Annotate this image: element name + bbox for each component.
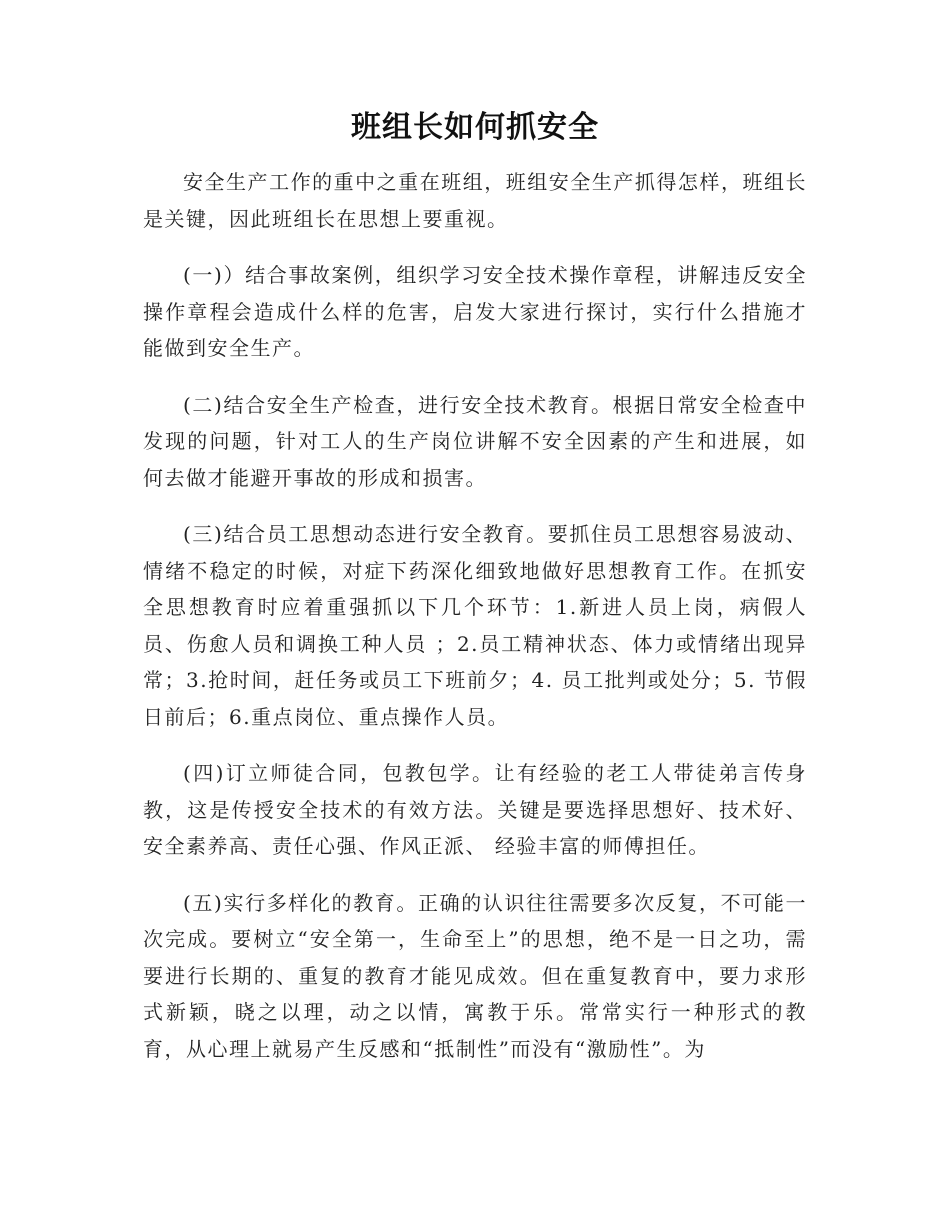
paragraph-section-3: (三)结合员工思想动态进行安全教育。要抓住员工思想容易波动、情绪不稳定的时候，对症下药深化细致地做好思想教育工作。在抓安全思想教育时应着重强抓以下几个环节：1.新进人员上岗，病假人员、伤愈人员和调换工种人员 ；2.员工精神状态、体力或情绪出现异常；3.抢时间，赶任务或员工下班前夕；4. 员工批判或处分；5. 节假日前后；6.重点岗位、重点操作人员。	[143, 522, 807, 729]
paragraph-section-5: (五)实行多样化的教育。正确的认识往往需要多次反复，不可能一次完成。要树立“安全第一，生命至上”的思想，绝不是一日之功，需要进行长期的、重复的教育才能见成效。但在重复教育中，要力求形式新颖，晓之以理，动之以情，寓教于乐。常常实行一种形式的教育，从心理上就易产生反感和“抵制性”而没有“激励性”。为	[143, 890, 807, 1061]
paragraph-section-2: (二)结合安全生产检查，进行安全技术教育。根据日常安全检查中发现的问题，针对工人的生产岗位讲解不安全因素的产生和进展，如何去做才能避开事故的形成和损害。	[143, 392, 807, 490]
document-title: 班组长如何抓安全	[351, 110, 599, 145]
paragraph-section-4: (四)订立师徒合同，包教包学。让有经验的老工人带徒弟言传身教，这是传授安全技术的有效方法。关键是要选择思想好、技术好、安全素养高、责任心强、作风正派、 经验丰富的师傅担任。	[143, 761, 807, 858]
intro-paragraph: 安全生产工作的重中之重在班组，班组安全生产抓得怎样，班组长是关键，因此班组长在思想上要重视。	[143, 170, 807, 231]
document-body	[143, 164, 807, 1087]
paragraph-section-1: (一)）结合事故案例，组织学习安全技术操作章程，讲解违反安全操作章程会造成什么样的危害，启发大家进行探讨，实行什么措施才能做到安全生产。	[143, 263, 807, 360]
